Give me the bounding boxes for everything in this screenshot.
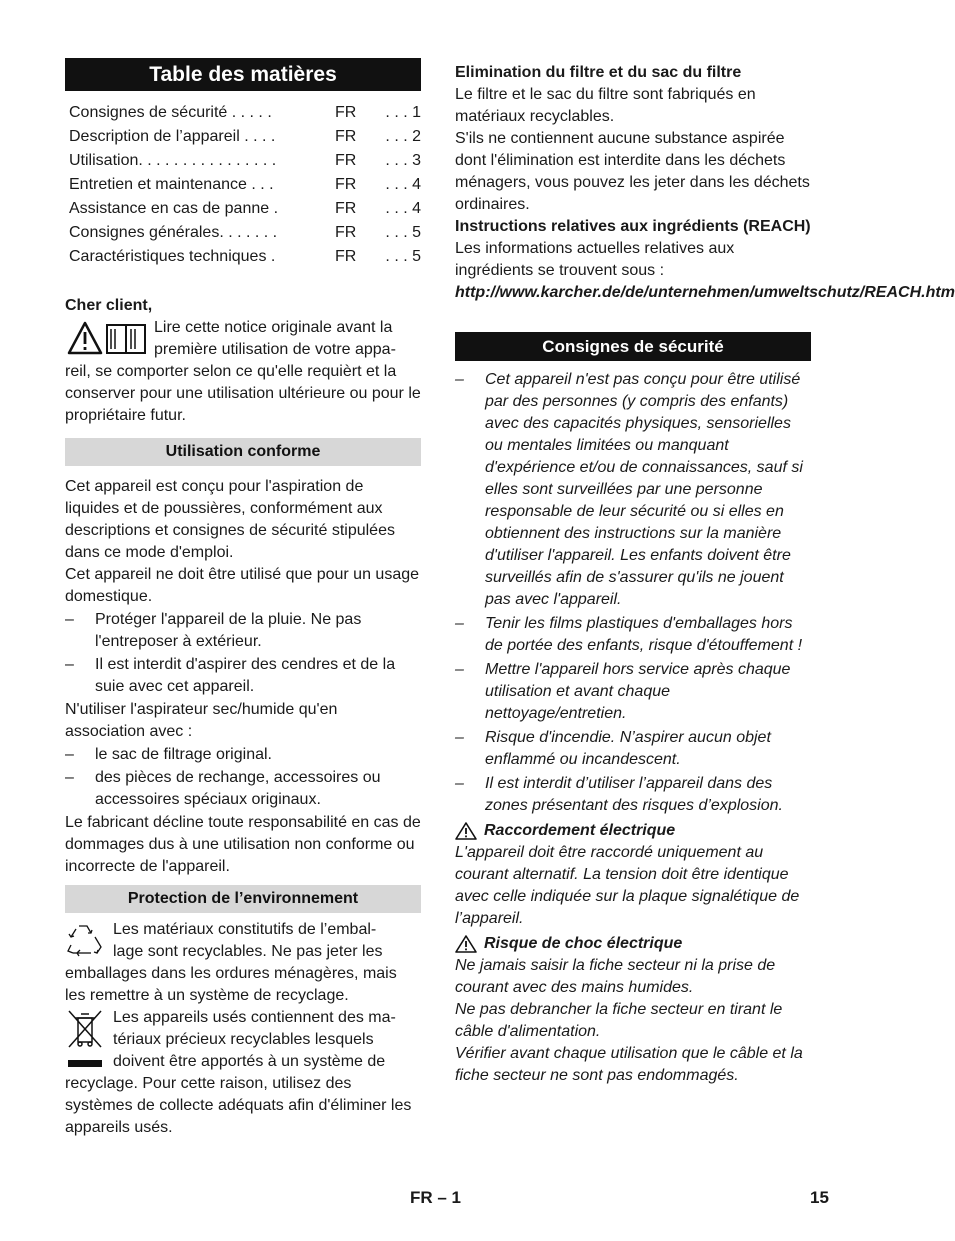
toc-title: Table des matières [65,58,421,91]
toc-entry-page: . . . 2 [385,128,421,145]
list-item: – Protéger l'appareil de la pluie. Ne pas l'entreposer à extérieur. [65,609,421,653]
toc-entry[interactable] [69,173,421,197]
weee-text: recyclage. Pour cette raison, utilisez des systèmes de collecte adéquats afin d'éliminer les appareils usés. [65,1075,412,1136]
safety-heading: Consignes de sécurité [455,332,811,361]
electrical-text: L'appareil doit être raccordé uniquement au courant alternatif. La tension doit être identique avec celle indiquée sur la plaque signalétique de l’appareil. [455,844,800,927]
recycle-text-b: lage sont recyclables. Ne pas jeter les [113,943,383,960]
usage-list-1 [65,609,421,698]
safety-list [455,369,811,817]
weee-icon-row [65,1007,421,1073]
intro-text-a: Lire cette notice originale avant la [154,319,393,336]
toc-entry-title: Consignes générales. . . . . . . [69,224,278,241]
weee-text-b: tériaux précieux recyclables lesquels [113,1031,374,1048]
list-item: – Mettre l'appareil hors service après chaque utilisation et avant chaque nettoyage/entretien. [455,659,811,725]
usage-p2: Cet appareil ne doit être utilisé que pour un usage domestique. [65,566,420,605]
list-item: – Cet appareil n'est pas conçu pour être utilisé par des personnes (y compris des enfants) avec des capacités physiques, sensorielles ou mentales limitées ou manquant d'expérience et/ou de connaissances, sauf si elles sont surveillées par une personne responsable de leur sécurité ou si elles en obtiennent des instructions sur la manière d'utiliser l'appareil. Les enfants doivent être surveillés afin de s'assurer qu'ils ne jouent pas avec l'appareil. [455,369,811,611]
shock-p1: Ne jamais saisir la fiche secteur ni la prise de courant avec des mains humides. [455,957,776,996]
toc-entry-page: . . . 4 [385,200,421,217]
list-item: – Il est interdit d'aspirer des cendres et de la suie avec cet appareil. [65,654,421,698]
toc-entry[interactable] [69,101,421,125]
toc-entry[interactable] [69,221,421,245]
toc-list [69,101,421,269]
environment-heading: Protection de l’environnement [65,885,421,913]
list-item: – le sac de filtrage original. [65,744,421,766]
shock-p3: Vérifier avant chaque utilisation que le câble et la fiche secteur ne sont pas endommagés. [455,1045,803,1084]
toc-entry-page: . . . 1 [385,104,421,121]
toc-entry-lang: FR [335,200,357,217]
intro-text-b: première utilisation de votre appa- [154,341,396,358]
warning-manual-icon [67,321,151,355]
recycle-text-a: Les matériaux constitutifs de l’embal- [113,921,377,938]
recycle-icon [65,923,105,959]
weee-text-c: doivent être apportés à un système de [113,1053,386,1070]
toc-entry-title: Description de l’appareil . . . . [69,128,276,145]
usage-list-2 [65,744,421,811]
left-column [65,58,421,1139]
shock-heading-row [455,933,811,955]
intro-heading: Cher client, [65,297,153,314]
electrical-heading-row [455,820,811,842]
list-item: – des pièces de rechange, accessoires ou accessoires spéciaux originaux. [65,767,421,811]
warning-icon [455,935,477,953]
toc-entry[interactable] [69,245,421,269]
toc-entry[interactable] [69,149,421,173]
toc-entry[interactable] [69,197,421,221]
weee-bin-icon [65,1009,105,1071]
toc-entry-page: . . . 5 [385,248,421,265]
reach-heading: Instructions relatives aux ingrédients (REACH) [455,218,811,235]
toc-entry-page: . . . 4 [385,176,421,193]
footer-section-label: FR – 1 [410,1188,462,1207]
filter-heading: Elimination du filtre et du sac du filtre [455,64,742,81]
toc-entry-lang: FR [335,224,357,241]
intro-icon-row [65,317,421,361]
electrical-heading: Raccordement électrique [484,822,676,839]
shock-heading: Risque de choc électrique [484,935,683,952]
toc-entry-title: Assistance en cas de panne . [69,200,279,217]
footer-page-number: 15 [810,1188,829,1207]
toc-entry-title: Entretien et maintenance . . . [69,176,274,193]
reach-link[interactable]: http://www.karcher.de/de/unternehmen/umweltschutz/REACH.htm [455,284,955,301]
toc-entry-page: . . . 3 [385,152,421,169]
toc-entry-lang: FR [335,176,357,193]
toc-entry-page: . . . 5 [385,224,421,241]
toc-entry[interactable] [69,125,421,149]
list-item: – Tenir les films plastiques d'emballages hors de portée des enfants, risque d'étouffement ! [455,613,811,657]
usage-p3: N'utiliser l'aspirateur sec/humide qu'en association avec : [65,701,338,740]
recycle-text: emballages dans les ordures ménagères, mais les remettre à un système de recyclage. [65,965,397,1004]
toc-entry-lang: FR [335,128,357,145]
filter-p1: Le filtre et le sac du filtre sont fabriqués en matériaux recyclables. [455,86,756,125]
list-item: – Risque d'incendie. N’aspirer aucun objet enflammé ou incandescent. [455,727,811,771]
list-item: – Il est interdit d’utiliser l’appareil dans des zones présentant des risques d’explosion. [455,773,811,817]
toc-entry-lang: FR [335,152,357,169]
warning-icon [455,822,477,840]
toc-entry-title: Caractéristiques techniques . [69,248,276,265]
toc-entry-lang: FR [335,104,357,121]
toc-entry-lang: FR [335,248,357,265]
usage-heading: Utilisation conforme [65,438,421,466]
shock-p2: Ne pas debrancher la fiche secteur en tirant le câble d'alimentation. [455,1001,783,1040]
weee-text-a: Les appareils usés contiennent des ma- [113,1009,396,1026]
right-column [455,62,955,1087]
filter-p2: S'ils ne contiennent aucune substance aspirée dont l'élimination est interdite dans les déchets ménagers, vous pouvez les jeter dans les déchets ordinaires. [455,130,810,213]
usage-p4: Le fabricant décline toute responsabilité en cas de dommages dus à une utilisation non conforme ou incorrecte de l'appareil. [65,814,421,875]
intro-text: reil, se comporter selon ce qu'elle requièrt et la conserver pour une utilisation ultérieure ou pour le propriétaire futur. [65,363,421,424]
toc-entry-title: Consignes de sécurité . . . . . [69,104,272,121]
usage-p1: Cet appareil est conçu pour l'aspiration de liquides et de poussières, conformément aux descriptions et consignes de sécurité stipulées dans ce mode d'emploi. [65,478,395,561]
reach-p1: Les informations actuelles relatives aux ingrédients se trouvent sous : [455,240,735,279]
toc-entry-title: Utilisation. . . . . . . . . . . . . . . . [69,152,277,169]
recycle-icon-row [65,919,421,963]
